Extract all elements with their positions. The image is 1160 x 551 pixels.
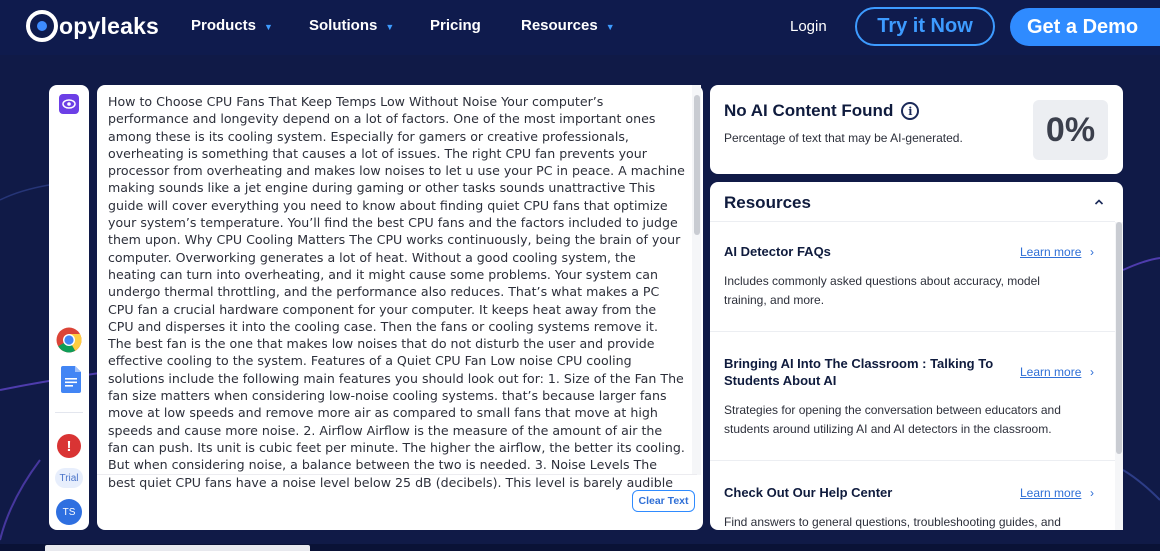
bottom-tab[interactable] (45, 545, 310, 551)
editor-scrollbar-thumb[interactable] (694, 95, 700, 235)
chevron-down-icon: ▼ (605, 21, 615, 32)
resource-title-faqs: AI Detector FAQs (724, 244, 831, 259)
chevron-up-icon[interactable] (1094, 197, 1104, 207)
left-tool-rail (49, 85, 89, 530)
result-subtitle: Percentage of text that may be AI-generated. (724, 131, 963, 145)
get-a-demo-button[interactable]: Get a Demo (1010, 8, 1160, 46)
resource-desc-help-center: Find answers to general questions, troubleshooting guides, and (724, 515, 1061, 529)
chevron-right-icon: › (1090, 486, 1094, 500)
resources-panel (710, 182, 1123, 530)
nav-products-label: Products (191, 17, 257, 34)
result-heading (724, 101, 919, 121)
resource-separator (710, 331, 1115, 332)
chevron-right-icon: › (1090, 245, 1094, 259)
resource-title-help-center: Check Out Our Help Center (724, 485, 893, 500)
nav-products[interactable] (191, 17, 273, 34)
chevron-right-icon: › (1090, 365, 1094, 379)
rail-divider (55, 412, 83, 413)
login-link[interactable]: Login (790, 18, 827, 35)
chevron-down-icon: ▼ (264, 21, 273, 32)
resources-divider (710, 221, 1115, 222)
clear-text-button[interactable]: Clear Text (632, 490, 695, 512)
eye-icon[interactable] (59, 94, 79, 114)
resources-title: Resources (724, 193, 811, 212)
learn-more-link-help-center[interactable]: Learn more (1020, 486, 1082, 500)
resource-title-classroom: Bringing AI Into The Classroom : Talking To Students About AI (724, 356, 994, 388)
resources-scrollbar-thumb[interactable] (1116, 222, 1122, 454)
learn-more-link-faqs[interactable]: Learn more (1020, 245, 1082, 259)
alert-icon[interactable]: ! (57, 434, 81, 458)
text-editor-panel (97, 85, 703, 530)
ai-result-card (710, 85, 1123, 174)
logo-text: opyleaks (59, 12, 160, 39)
nav-solutions-label: Solutions (309, 17, 378, 34)
ai-percentage-value: 0% (1033, 100, 1108, 160)
info-icon[interactable]: i (901, 102, 919, 120)
nav-resources[interactable] (521, 17, 615, 34)
text-input-area[interactable]: How to Choose CPU Fans That Keep Temps Low Without Noise Your computer’s performance and longevity depend on a lot of factors. One of the most important ones among these is its cooling system. Especially for gamers or creative professionals, overheating is something that causes a lot of issues. The right CPU fan prevents your processor from overheating and makes low noises to let u use your PC in peace. A machine making sounds like a jet engine during gaming or other tasks sounds unattractive This guide will cover everything you need to know about finding quiet CPU fans that optimize your system’s temperature. You’ll find the best CPU fans and the factors included to judge them upon. Why CPU Cooling Matters The CPU works continuously, being the brain of your computer. Overworking generates a lot of heat. Without a good cooling system, the heating can turn into overheating, and it might cause some problems. Your system can undergo thermal throttling, and the performance also reduces. That’s what makes a PC CPU fan a crucial hardware component for your computer. It keeps heat away from the CPU and disperses it into the cooling case. Then the fans or cooling systems remove it. The best fan is the one that makes low noises that do not disturb the user and provide effective cooling to the system. Features of a Quiet CPU Fan Low noise CPU cooling solutions include the following main features you should look out for: 1. Size of the Fan The fan size matters when considering low-noise cooling systems. that’s because larger fans move at low speeds and remove more air as compared to small fans that move at high speeds and cause more noise. 2. Airflow Airflow is the measure of the amount of air the fan can push. Its unit is cubic feet per minute. The higher the airflow, the better its cooling. But when considering noise, a balance between the two is needed. 3. Noise Levels The best quiet CPU fans have a noise level below 25 dB (decibels). This level is barely audible (108, 94, 685, 490)
nav-pricing-label: Pricing (430, 17, 481, 34)
chevron-down-icon: ▼ (385, 21, 395, 32)
google-docs-icon[interactable] (61, 366, 81, 393)
try-it-now-button[interactable]: Try it Now (855, 7, 995, 46)
result-title: No AI Content Found (724, 101, 894, 120)
resource-desc-faqs: Includes commonly asked questions about accuracy, model training, and more. (724, 274, 1040, 307)
trial-badge[interactable]: Trial (55, 468, 83, 488)
learn-more-link-classroom[interactable]: Learn more (1020, 365, 1082, 379)
chrome-icon[interactable] (56, 327, 82, 353)
logo-mark-icon (26, 10, 58, 42)
top-nav (0, 0, 1160, 55)
nav-pricing[interactable] (430, 17, 481, 34)
editor-divider (97, 474, 697, 475)
nav-resources-label: Resources (521, 17, 598, 34)
nav-solutions[interactable] (309, 17, 394, 34)
resource-desc-classroom: Strategies for opening the conversation between educators and students around utilizing AI and AI detectors in the classroom. (724, 403, 1061, 436)
copyleaks-logo[interactable] (26, 10, 159, 42)
resource-separator (710, 460, 1115, 461)
avatar[interactable]: TS (56, 499, 82, 525)
